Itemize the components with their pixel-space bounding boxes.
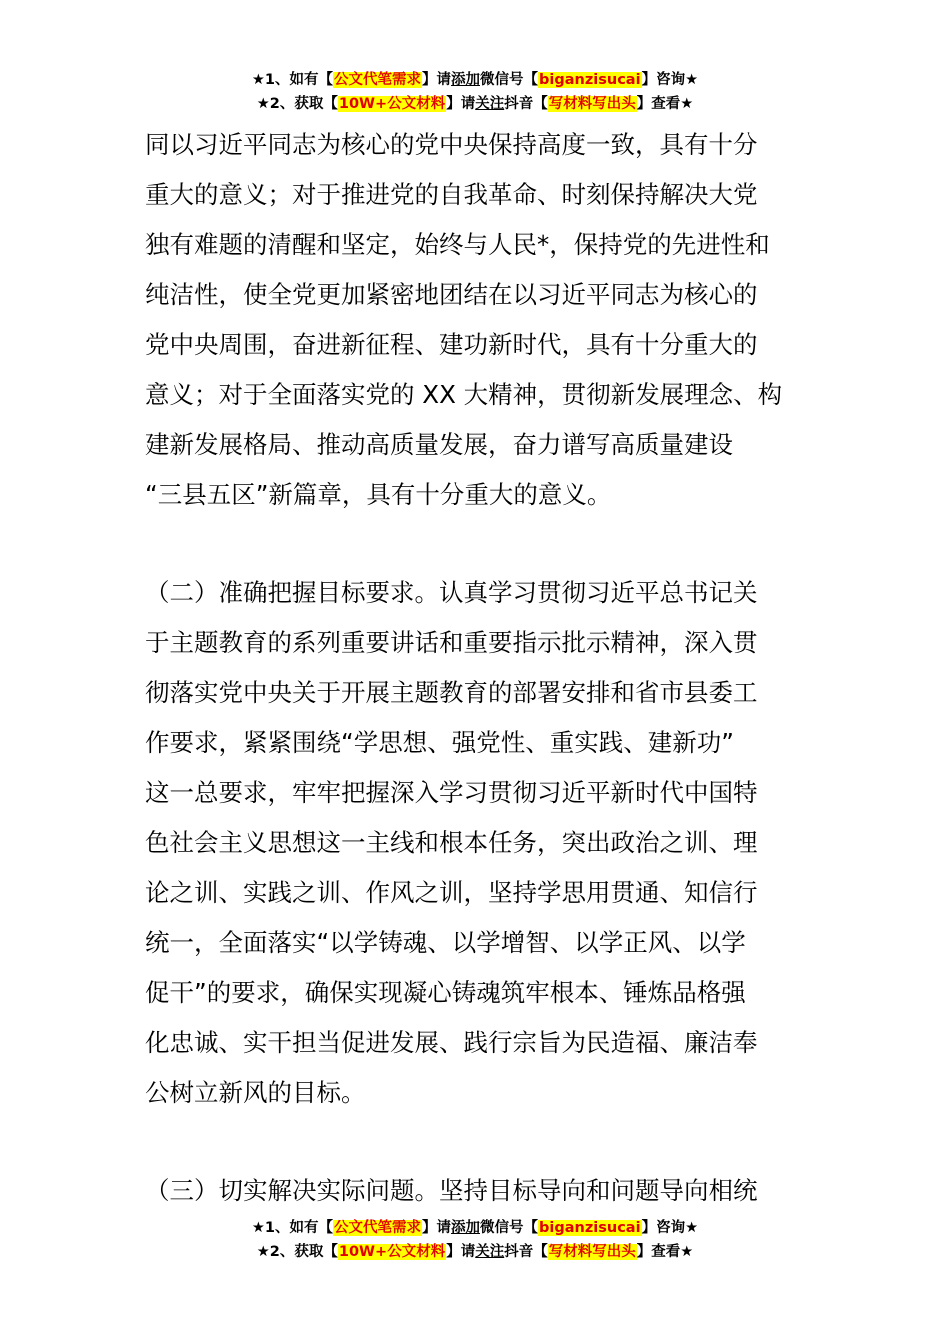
banner-line-2: [0, 1240, 950, 1264]
banner-line-1: [0, 1216, 950, 1240]
header-banner: [0, 68, 950, 116]
highlight-ghostwriting: 公文代笔需求: [334, 72, 422, 88]
banner-text: 】查看★: [636, 1244, 694, 1260]
text-line: 意义；对于全面落实党的 XX 大精神，贯彻新发展理念、构: [145, 380, 783, 409]
highlight-materials: 10W+公文材料: [338, 96, 446, 112]
highlight-wechat-id: biganzisucai: [539, 72, 641, 88]
paragraph-2: [145, 568, 807, 1118]
banner-text: 】请: [422, 72, 452, 88]
banner-text: ★1、如有【: [251, 1220, 334, 1236]
banner-text: 微信号【: [480, 1220, 539, 1236]
banner-line-2: [0, 92, 950, 116]
banner-text: 抖音【: [504, 1244, 548, 1260]
banner-text: 微信号【: [480, 72, 539, 88]
banner-text: 关注: [475, 1244, 505, 1260]
text-line: 作要求，紧紧围绕“学思想、强党性、重实践、建新功”: [145, 728, 734, 757]
highlight-ghostwriting: 公文代笔需求: [334, 1220, 422, 1236]
text-line: 独有难题的清醒和坚定，始终与人民*，保持党的先进性和: [145, 230, 770, 259]
text-line: 公树立新风的目标。: [145, 1078, 366, 1107]
paragraph-3: [145, 1166, 807, 1216]
text-line: 同以习近平同志为核心的党中央保持高度一致，具有十分: [145, 130, 758, 159]
text-line: 建新发展格局、推动高质量发展，奋力谱写高质量建设: [145, 430, 733, 459]
banner-text: 】咨询★: [641, 1220, 699, 1236]
banner-text: ★2、获取【: [256, 1244, 338, 1260]
banner-text: 】咨询★: [641, 72, 699, 88]
text-line: 统一，全面落实“以学铸魂、以学增智、以学正风、以学: [145, 928, 746, 957]
text-line: 论之训、实践之训、作风之训，坚持学思用贯通、知信行: [145, 878, 758, 907]
banner-text: 】请: [446, 96, 476, 112]
text-line: 化忠诚、实干担当促进发展、践行宗旨为民造福、廉洁奉: [145, 1028, 758, 1057]
banner-text: 添加: [451, 72, 481, 88]
banner-text: ★2、获取【: [256, 96, 338, 112]
text-line: 彻落实党中央关于开展主题教育的部署安排和省市县委工: [145, 678, 758, 707]
text-line: 这一总要求，牢牢把握深入学习贯彻习近平新时代中国特: [145, 778, 758, 807]
text-line: （三）切实解决实际问题。坚持目标导向和问题导向相统: [145, 1176, 758, 1205]
highlight-douyin: 写材料写出头: [548, 96, 636, 112]
text-line: “三县五区”新篇章，具有十分重大的意义。: [145, 480, 612, 509]
footer-banner: [0, 1216, 950, 1264]
text-line: 党中央周围，奋进新征程、建功新时代，具有十分重大的: [145, 330, 758, 359]
banner-text: 】查看★: [636, 96, 694, 112]
highlight-wechat-id: biganzisucai: [539, 1220, 641, 1236]
highlight-materials: 10W+公文材料: [338, 1244, 446, 1260]
paragraph-1: [145, 120, 807, 520]
text-line: （二）准确把握目标要求。认真学习贯彻习近平总书记关: [145, 578, 758, 607]
banner-line-1: [0, 68, 950, 92]
banner-text: 抖音【: [504, 96, 548, 112]
text-line: 于主题教育的系列重要讲话和重要指示批示精神，深入贯: [145, 628, 758, 657]
banner-text: 关注: [475, 96, 505, 112]
text-line: 纯洁性，使全党更加紧密地团结在以习近平同志为核心的: [145, 280, 758, 309]
highlight-douyin: 写材料写出头: [548, 1244, 636, 1260]
banner-text: 】请: [422, 1220, 452, 1236]
text-line: 色社会主义思想这一主线和根本任务，突出政治之训、理: [145, 828, 758, 857]
text-line: 重大的意义；对于推进党的自我革命、时刻保持解决大党: [145, 180, 758, 209]
text-line: 促干”的要求，确保实现凝心铸魂筑牢根本、锤炼品格强: [145, 978, 746, 1007]
banner-text: 】请: [446, 1244, 476, 1260]
banner-text: ★1、如有【: [251, 72, 334, 88]
banner-text: 添加: [451, 1220, 481, 1236]
